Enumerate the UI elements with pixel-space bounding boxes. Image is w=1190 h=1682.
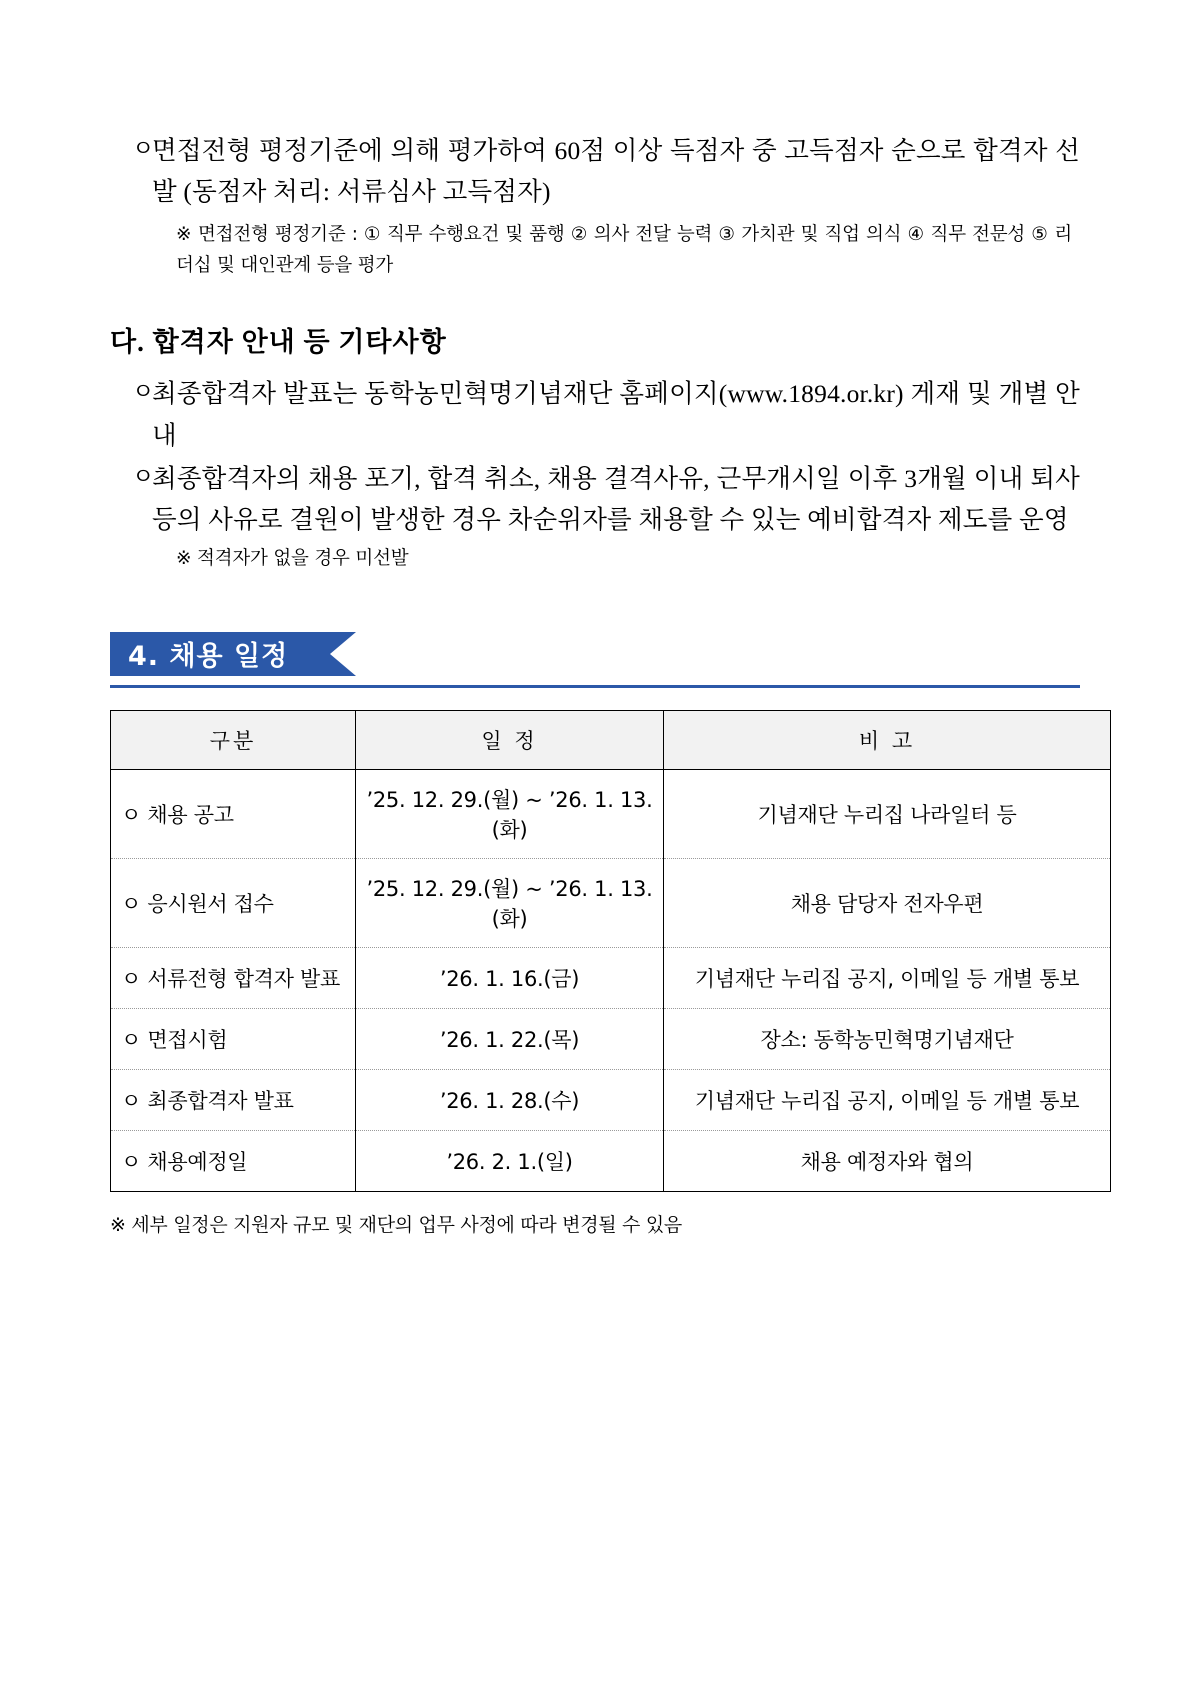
note-no-qualified-candidate: ※ 적격자가 없을 경우 미선발 (176, 548, 409, 570)
column-header-remark: 비 고 (664, 711, 1111, 770)
column-header-date: 일 정 (356, 711, 664, 770)
section-heading-c: 다. 합격자 안내 등 기타사항 (110, 327, 447, 358)
cell-division: ㅇ 응시원서 접수 (111, 859, 356, 948)
cell-date: ’26. 1. 22.(목) (356, 1009, 664, 1070)
list-item-text: 최종합격자의 채용 포기, 합격 취소, 채용 결격사유, 근무개시일 이후 3개월 이내 퇴사 등의 사유로 결원이 발생한 경우 차순위자를 채용할 수 있는 예비합격자 제도를 운영 (152, 463, 1080, 535)
column-header-division: 구분 (111, 711, 356, 770)
table-row (111, 859, 1111, 948)
table-row (111, 1009, 1111, 1070)
table-footnote: ※ 세부 일정은 지원자 규모 및 재단의 업무 사정에 따라 변경될 수 있음 (110, 1214, 682, 1236)
cell-division: ㅇ 채용예정일 (111, 1131, 356, 1192)
table-row (111, 770, 1111, 859)
cell-division: ㅇ 서류전형 합격자 발표 (111, 948, 356, 1009)
recruitment-schedule-table (110, 710, 1111, 1192)
ribbon-label: 4. 채용 일정 (110, 632, 330, 676)
cell-date: ’26. 2. 1.(일) (356, 1131, 664, 1192)
cell-remark: 장소: 동학농민혁명기념재단 (664, 1009, 1111, 1070)
cell-remark: 채용 담당자 전자우편 (664, 859, 1111, 948)
cell-division: ㅇ 최종합격자 발표 (111, 1070, 356, 1131)
list-item-text: 최종합격자 발표는 동학농민혁명기념재단 홈페이지(www.1894.or.kr) 게재 및 개별 안내 (152, 379, 1080, 450)
table-header-row (111, 711, 1111, 770)
list-item-text: 면접전형 평정기준에 의해 평가하여 60점 이상 득점자 중 고득점자 순으로 합격자 선발 (동점자 처리: 서류심사 고득점자) (152, 136, 1080, 207)
bullet-marker: ㅇ (132, 379, 155, 405)
list-item (110, 458, 1080, 541)
cell-division: ㅇ 채용 공고 (111, 770, 356, 859)
cell-remark: 채용 예정자와 협의 (664, 1131, 1111, 1192)
table-row (111, 1070, 1111, 1131)
section-ribbon-heading (110, 632, 1080, 688)
cell-date: ’26. 1. 28.(수) (356, 1070, 664, 1131)
cell-date: ’26. 1. 16.(금) (356, 948, 664, 1009)
bullet-marker: ㅇ (132, 463, 155, 489)
table-row (111, 1131, 1111, 1192)
list-item (110, 130, 1080, 213)
cell-remark: 기념재단 누리집 공지, 이메일 등 개별 통보 (664, 948, 1111, 1009)
cell-remark: 기념재단 누리집 나라일터 등 (664, 770, 1111, 859)
note-evaluation-criteria: ※ 면접전형 평정기준 : ① 직무 수행요건 및 품행 ② 의사 전달 능력 ③ 가치관 및 직업 의식 ④ 직무 전문성 ⑤ 리더십 및 대인관계 등을 평가 (176, 223, 1072, 277)
cell-date: ’25. 12. 29.(월) ~ ’26. 1. 13.(화) (356, 859, 664, 948)
bullet-marker: ㅇ (132, 136, 155, 161)
cell-division: ㅇ 면접시험 (111, 1009, 356, 1070)
cell-date: ’25. 12. 29.(월) ~ ’26. 1. 13.(화) (356, 770, 664, 859)
cell-remark: 기념재단 누리집 공지, 이메일 등 개별 통보 (664, 1070, 1111, 1131)
ribbon-underline (110, 685, 1080, 688)
table-row (111, 948, 1111, 1009)
list-item (110, 373, 1080, 456)
